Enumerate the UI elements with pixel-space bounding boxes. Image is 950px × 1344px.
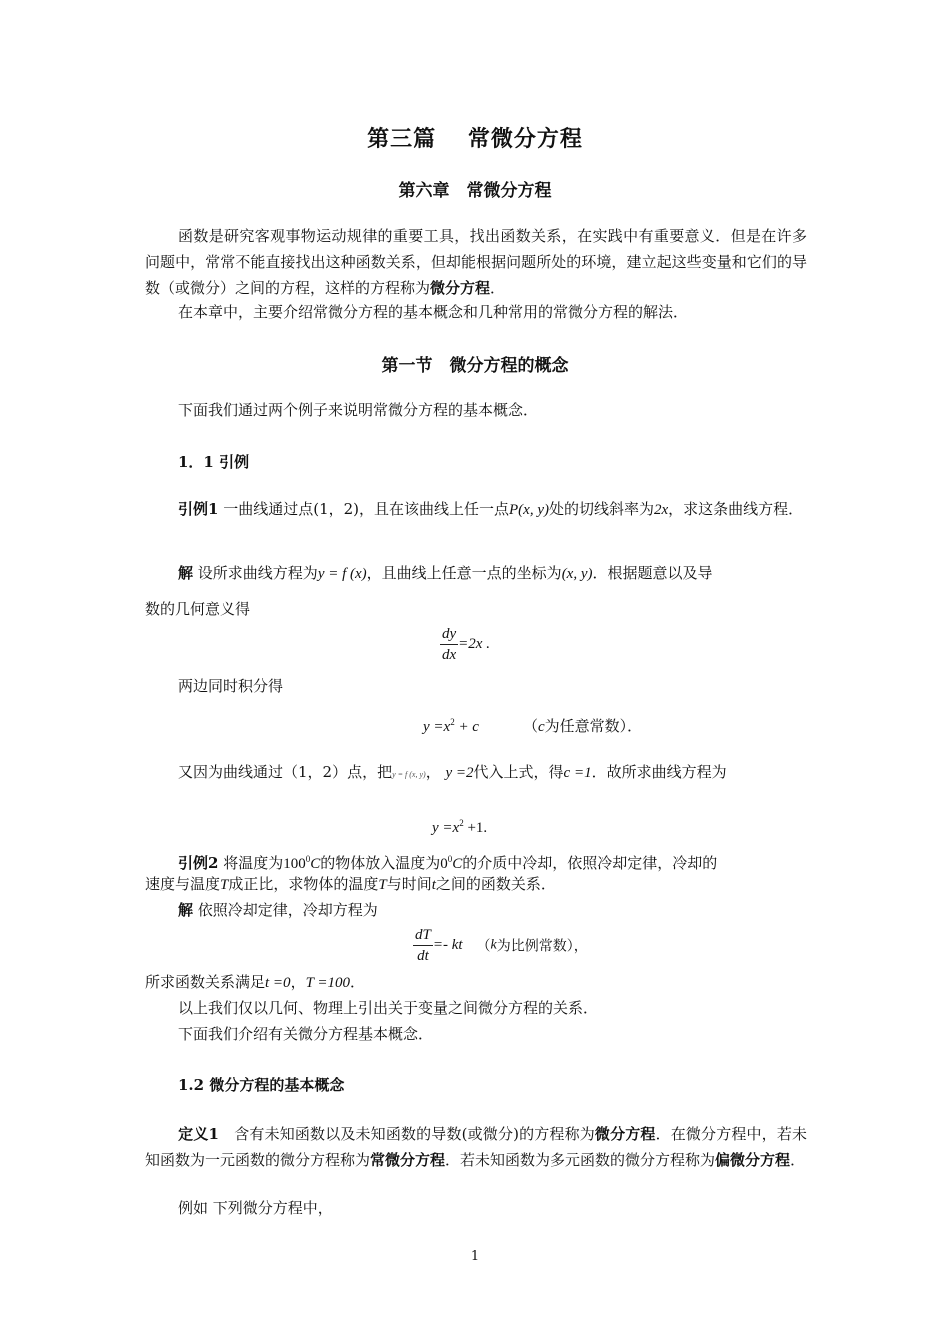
ex2-solution-line xyxy=(178,899,378,921)
ex2-T-2: T xyxy=(378,877,387,893)
ex1-solution-line xyxy=(178,562,713,585)
fraction-dT-dt xyxy=(413,925,433,966)
ex1-text-1: 一曲线通过点(1，2)，且在该曲线上任一点 xyxy=(223,500,510,518)
summary-line-1: 以上我们仅以几何、物理上引出关于变量之间微分方程的关系． xyxy=(178,999,599,1017)
ex1-text-2: 处的切线斜率为 xyxy=(548,500,654,518)
definition-1 xyxy=(145,1121,807,1173)
eq3-lhs: y =x xyxy=(432,820,460,836)
equation-dy-dx xyxy=(440,624,490,665)
sol-yfx: y = f (x) xyxy=(317,566,367,582)
equation-rhs: =2x . xyxy=(458,636,490,652)
equation-particular-solution xyxy=(432,812,487,839)
eq2-lhs: y =x xyxy=(423,719,451,735)
sol-text-1: 设所求曲线方程为 xyxy=(197,564,318,582)
example-intro: 例如 下列微分方程中， xyxy=(178,1199,333,1217)
ex2-text-3: 的介质中冷却，依照冷却定律，冷却的 xyxy=(462,854,718,872)
intro-text: 函数是研究客观事物运动规律的重要工具，找出函数关系，在实践中有重要意义．但是在许多问题中，常常不能直接找出这种函数关系，但却能根据问题所处的环境，建立起这些变量和它们的导数（或微分）之间的方程，这样的方程称为 xyxy=(145,227,807,297)
fraction-denominator: dx xyxy=(442,647,457,663)
tiny-expression: y = f (x, y) xyxy=(392,770,426,779)
ex1-point: P(x, y) xyxy=(509,502,549,518)
eq3-rhs: +1. xyxy=(463,820,488,836)
equation-cooling xyxy=(413,925,588,966)
ex2-sol-text: 依照冷却定律，冷却方程为 xyxy=(197,901,378,919)
initial-condition-line xyxy=(145,971,365,994)
sol-wrap-line xyxy=(145,598,250,620)
cooling-rhs: =- kt xyxy=(432,937,463,953)
cooling-note: 为比例常数）， xyxy=(496,938,588,955)
sol-text-3: ．根据题意以及导 xyxy=(592,564,713,582)
fraction-numerator: dy xyxy=(440,624,458,645)
ex2-unit-1: C xyxy=(310,856,321,872)
example-2-line-2 xyxy=(145,873,556,896)
summary-line-2: 下面我们介绍有关微分方程基本概念． xyxy=(178,1025,434,1043)
ex2-text-5: 成正比，求物体的温度 xyxy=(228,875,379,893)
ex2-text-6: 与时间 xyxy=(386,875,432,893)
solution-label-2: 解 xyxy=(178,901,194,919)
example-2-label: 引例2 xyxy=(178,854,219,872)
cond-text: 所求函数关系满足 xyxy=(145,973,266,991)
subsection-heading-1-1: 1．1 引例 xyxy=(178,453,250,471)
ex2-unit-2: C xyxy=(452,856,463,872)
section-title: 第一节 微分方程的概念 xyxy=(381,356,569,376)
chapter-title: 第六章 常微分方程 xyxy=(398,181,552,201)
ex2-T-1: T xyxy=(220,877,229,893)
cond-T100: T =100 xyxy=(305,975,351,991)
eq3-exponent: 2 xyxy=(459,818,464,828)
sub-text-3: ．故所求曲线方程为 xyxy=(591,763,727,781)
example-1-label: 引例1 xyxy=(178,500,219,518)
solution-label: 解 xyxy=(178,564,194,582)
ex1-text-3: ，求这条曲线方程． xyxy=(668,500,804,518)
subsection-heading-1-2: 1.2 微分方程的基本概念 xyxy=(178,1076,345,1094)
sub-text-2: 代入上式，得 xyxy=(473,763,564,781)
sub-text-1: 又因为曲线通过（1，2）点，把 xyxy=(178,763,393,781)
cooling-k: k xyxy=(490,937,497,953)
eq2-c: c xyxy=(537,719,545,735)
fraction-dy-dx xyxy=(440,624,458,665)
eq2-note: 为任意常数）． xyxy=(544,717,643,735)
ex2-text-1: 将温度为 xyxy=(223,854,284,872)
ex2-t: t xyxy=(431,877,436,893)
equation-general-solution xyxy=(423,711,642,738)
example-2-line-1 xyxy=(178,848,717,875)
def-text-1: 含有未知函数以及未知函数的导数(或微分)的方程称为 xyxy=(234,1125,595,1143)
intro-end: ． xyxy=(490,279,506,297)
def-text-4: ． xyxy=(790,1151,806,1169)
sub-y2: y =2 xyxy=(445,765,474,781)
cond-comma: ， xyxy=(290,973,306,991)
cond-dot: ． xyxy=(350,973,366,991)
definition-label: 定义1 xyxy=(178,1125,219,1143)
term-partial: 偏微分方程 xyxy=(715,1151,791,1169)
eq2-paren: （ xyxy=(522,717,538,735)
ex2-degree-1: 0 xyxy=(305,854,311,864)
page-number: 1 xyxy=(470,1249,480,1264)
term-differential-equation: 微分方程 xyxy=(430,279,491,297)
eq2-rhs: + c xyxy=(454,719,479,735)
def-text-3: ．若未知函数为多元函数的微分方程称为 xyxy=(445,1151,716,1169)
eq2-exponent: 2 xyxy=(450,717,455,727)
substitute-line xyxy=(178,761,727,786)
intro-paragraph-2: 在本章中，主要介绍常微分方程的基本概念和几种常用的常微分方程的解法． xyxy=(178,303,689,321)
cond-t0: t =0 xyxy=(265,975,291,991)
fraction-numerator-2: dT xyxy=(413,925,433,946)
section-lead: 下面我们通过两个例子来说明常微分方程的基本概念． xyxy=(178,401,539,419)
part-title: 第三篇 常微分方程 xyxy=(367,126,583,152)
ex2-degree-2: 0 xyxy=(447,854,453,864)
sol-xy: (x, y) xyxy=(561,566,593,582)
ex2-temp-2: 0 xyxy=(440,856,448,872)
cooling-paren: （ xyxy=(476,938,491,955)
fraction-denominator-2: dt xyxy=(417,948,429,964)
ex2-text-4: 速度与温度 xyxy=(145,875,221,893)
intro-paragraph-1 xyxy=(145,223,807,301)
ex2-text-7: 之间的函数关系． xyxy=(435,875,556,893)
sub-comma: ， xyxy=(425,763,441,781)
example-1-statement xyxy=(145,496,807,523)
ex2-temp-1: 100 xyxy=(283,856,306,872)
integrate-both-sides: 两边同时积分得 xyxy=(178,677,284,695)
ex1-slope: 2x xyxy=(654,502,669,518)
ex2-text-2: 的物体放入温度为 xyxy=(320,854,441,872)
term-ode-general: 微分方程 xyxy=(594,1125,656,1143)
def-text-2: ．在微分方程中，若未知函数为一元函数的微分方程称为 xyxy=(145,1125,807,1169)
sol-text-3-tail: 数的几何意义得 xyxy=(145,600,251,618)
sol-text-2: ，且曲线上任意一点的坐标为 xyxy=(366,564,562,582)
sub-c1: c =1 xyxy=(563,765,592,781)
term-ordinary: 常微分方程 xyxy=(370,1151,446,1169)
